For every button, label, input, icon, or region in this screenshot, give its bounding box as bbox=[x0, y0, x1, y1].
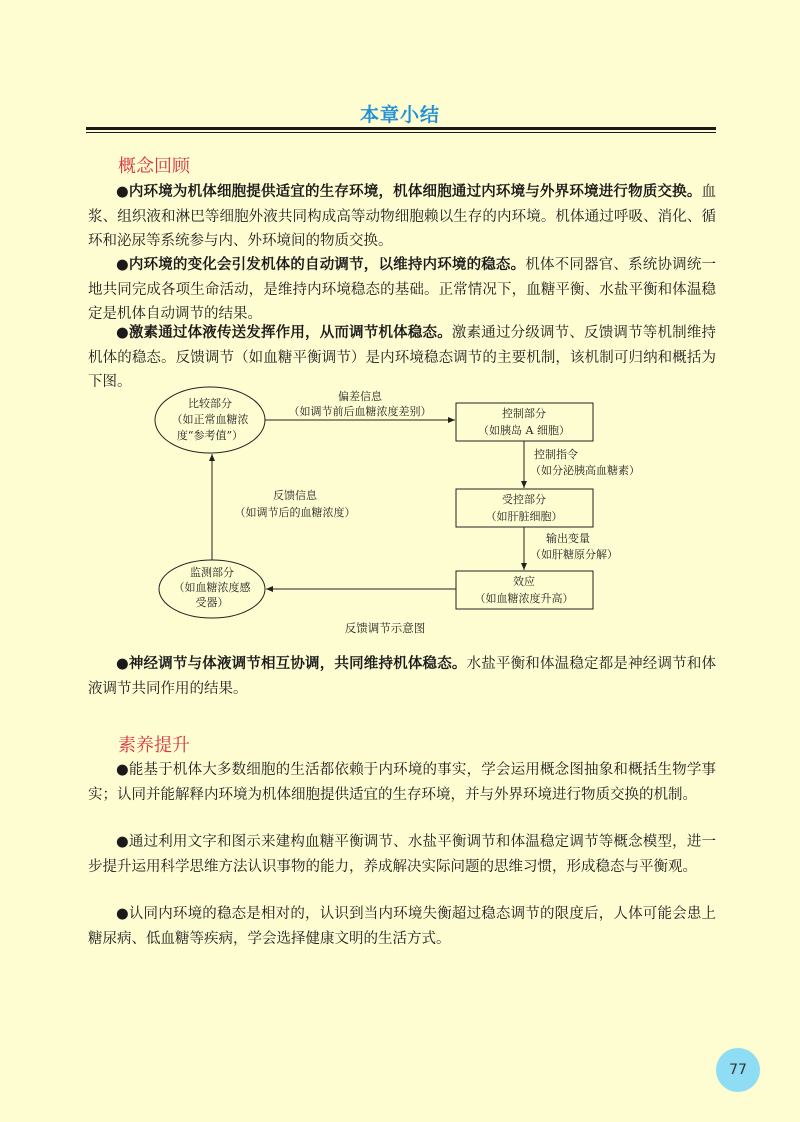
command-label: 控制指令 bbox=[534, 448, 578, 461]
effect-label: 效应 bbox=[513, 575, 535, 588]
effect-example: （如血糖浓度升高） bbox=[474, 592, 574, 605]
concept-review-heading: 概念回顾 bbox=[118, 156, 190, 177]
controlled-example: （如肝脏细胞） bbox=[485, 510, 563, 523]
paragraph-body: 认同内环境的稳态是相对的，认识到当内环境失衡超过稳态调节的限度后，人体可能会患上糖尿病、低血糖等疾病，学会选择健康文明的生活方式。 bbox=[88, 906, 717, 947]
output-example: （如肝糖原分解） bbox=[530, 548, 618, 561]
literacy-heading: 素养提升 bbox=[118, 735, 190, 756]
paragraph-body: 水盐平衡和体温稳定都是神经调节和体液调节共同作用的结果。 bbox=[88, 656, 717, 697]
bullet-icon: ● bbox=[116, 834, 129, 850]
page-number-badge: 77 bbox=[716, 1048, 760, 1092]
control-example: （如胰岛 A 细胞） bbox=[478, 424, 570, 437]
chapter-summary-title: 本章小结 bbox=[359, 104, 440, 126]
paragraph-body: 血浆、组织液和淋巴等细胞外液共同构成高等动物细胞赖以生存的内环境。机体通过呼吸、消化、循环和泌尿等系统参与内、外环境间的物质交换。 bbox=[88, 184, 717, 249]
paragraph-body: 机体不同器官、系统协调统一地共同完成各项生命活动，是维持内环境稳态的基础。正常情况下，血糖平衡、水盐平衡和体温稳定是机体自动调节的结果。 bbox=[88, 257, 717, 322]
bullet-icon: ● bbox=[116, 906, 129, 922]
paragraph-lead: 激素通过体液传送发挥作用，从而调节机体稳态。 bbox=[128, 325, 452, 341]
concept-paragraph bbox=[88, 321, 716, 395]
compare-example-line2: 度“参考值”） bbox=[176, 429, 244, 442]
feedback-label: 反馈信息 bbox=[273, 489, 317, 502]
title-rule-thick bbox=[86, 127, 716, 130]
paragraph-body: 能基于机体大多数细胞的生活都依赖于内环境的事实，学会运用概念图抽象和概括生物学事实；认同并能解释内环境为机体细胞提供适宜的生存环境，并与外界环境进行物质交换的机制。 bbox=[88, 762, 717, 803]
monitor-label: 监测部分 bbox=[190, 566, 234, 579]
compare-label: 比较部分 bbox=[188, 397, 232, 410]
deviation-label: 偏差信息 bbox=[338, 390, 382, 403]
feedback-regulation-diagram bbox=[150, 385, 640, 640]
compare-example-line1: （如正常血糖浓 bbox=[171, 413, 249, 426]
paragraph-body: 通过利用文字和图示来建构血糖平衡调节、水盐平衡调节和体温稳定调节等概念模型，进一步提升运用科学思维方法认识事物的能力，养成解决实际问题的思维习惯，形成稳态与平衡观。 bbox=[88, 834, 717, 875]
literacy-paragraph bbox=[88, 758, 716, 807]
command-example: （如分泌胰高血糖素） bbox=[530, 464, 640, 477]
feedback-example: （如调节后的血糖浓度） bbox=[234, 506, 356, 519]
output-label: 输出变量 bbox=[546, 532, 590, 545]
bullet-icon: ● bbox=[116, 656, 129, 672]
monitor-example-line2: 受器） bbox=[195, 596, 229, 609]
paragraph-lead: 内环境的变化会引发机体的自动调节，以维持内环境的稳态。 bbox=[128, 257, 526, 273]
diagram-caption: 反馈调节示意图 bbox=[344, 621, 426, 635]
concept-paragraph bbox=[88, 652, 716, 701]
paragraph-body: 激素通过分级调节、反馈调节等机制维持机体的稳态。反馈调节（如血糖平衡调节）是内环境稳态调节的主要机制，该机制可归纳和概括为下图。 bbox=[88, 325, 717, 390]
literacy-paragraph bbox=[88, 902, 716, 951]
bullet-icon: ● bbox=[116, 325, 129, 341]
paragraph-lead: 内环境为机体细胞提供适宜的生存环境，机体细胞通过内环境与外界环境进行物质交换。 bbox=[128, 184, 702, 200]
controlled-label: 受控部分 bbox=[502, 493, 546, 506]
title-rule-thin bbox=[86, 132, 716, 133]
monitor-example-line1: （如血糖浓度感 bbox=[173, 581, 251, 594]
deviation-example: （如调节前后血糖浓度差别） bbox=[288, 405, 432, 418]
paragraph-lead: 神经调节与体液调节相互协调，共同维持机体稳态。 bbox=[128, 656, 467, 672]
concept-paragraph bbox=[88, 253, 716, 327]
bullet-icon: ● bbox=[116, 762, 129, 778]
bullet-icon: ● bbox=[116, 257, 129, 273]
concept-paragraph bbox=[88, 180, 716, 254]
literacy-paragraph bbox=[88, 830, 716, 879]
bullet-icon: ● bbox=[116, 184, 129, 200]
control-label: 控制部分 bbox=[502, 407, 546, 420]
